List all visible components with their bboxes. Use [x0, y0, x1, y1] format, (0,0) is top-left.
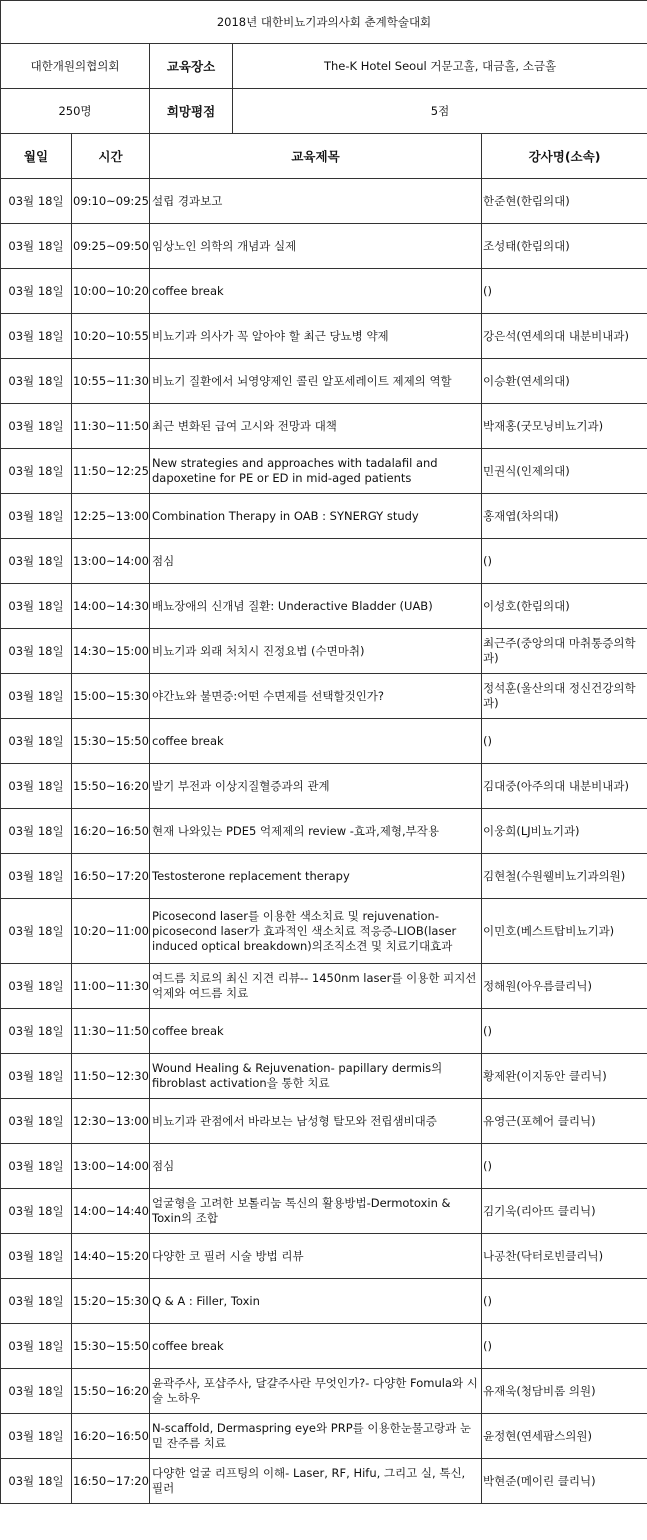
table-row [1, 964, 647, 1009]
session-speaker: 이승환(연세의대) [482, 359, 647, 404]
header-subject: 교육제목 [150, 134, 482, 179]
session-speaker: 정해원(아우름클리닉) [482, 964, 647, 1009]
table-row [1, 1189, 647, 1234]
session-speaker: () [482, 1009, 647, 1054]
session-speaker: 최근주(중앙의대 마취통증의학과) [482, 629, 647, 674]
session-subject: 최근 변화된 급여 고시와 전망과 대책 [150, 404, 482, 449]
session-subject: N-scaffold, Dermaspring eye와 PRP를 이용한눈물고랑과 눈밑 잔주름 치료 [150, 1414, 482, 1459]
table-row [1, 449, 647, 494]
info-row-points [1, 89, 647, 134]
session-speaker: () [482, 1144, 647, 1189]
session-subject: 여드름 치료의 최신 지견 리뷰-- 1450nm laser를 이용한 피지선 억제와 여드름 치료 [150, 964, 482, 1009]
session-speaker: 민권식(인제의대) [482, 449, 647, 494]
table-row [1, 1234, 647, 1279]
session-time: 15:30~15:50 [72, 719, 150, 764]
attendees: 250명 [1, 89, 150, 134]
table-row [1, 1099, 647, 1144]
session-date: 03월 18일 [1, 449, 72, 494]
session-speaker: 홍재엽(차의대) [482, 494, 647, 539]
session-subject: New strategies and approaches with tadalafil and dapoxetine for PE or ED in mid-aged patients [150, 449, 482, 494]
session-speaker: () [482, 539, 647, 584]
session-date: 03월 18일 [1, 764, 72, 809]
table-row [1, 809, 647, 854]
session-time: 09:25~09:50 [72, 224, 150, 269]
session-date: 03월 18일 [1, 1279, 72, 1324]
table-row [1, 584, 647, 629]
table-row [1, 1144, 647, 1189]
session-speaker: 박재홍(굿모닝비뇨기과) [482, 404, 647, 449]
session-subject: coffee break [150, 1324, 482, 1369]
session-speaker: 윤정현(연세팜스의원) [482, 1414, 647, 1459]
page-title: 2018년 대한비뇨기과의사회 춘계학술대회 [1, 1, 647, 44]
session-subject: Q & A : Filler, Toxin [150, 1279, 482, 1324]
table-row [1, 1054, 647, 1099]
points-value: 5점 [233, 89, 647, 134]
session-time: 14:40~15:20 [72, 1234, 150, 1279]
session-subject: 배뇨장애의 신개념 질환: Underactive Bladder (UAB) [150, 584, 482, 629]
table-row [1, 1369, 647, 1414]
session-time: 11:00~11:30 [72, 964, 150, 1009]
table-row [1, 629, 647, 674]
session-subject: Testosterone replacement therapy [150, 854, 482, 899]
table-row [1, 1414, 647, 1459]
session-date: 03월 18일 [1, 1234, 72, 1279]
session-date: 03월 18일 [1, 1324, 72, 1369]
session-time: 10:00~10:20 [72, 269, 150, 314]
session-speaker: 김기욱(리아뜨 클리닉) [482, 1189, 647, 1234]
venue-label: 교육장소 [150, 44, 233, 89]
table-row [1, 359, 647, 404]
table-row [1, 719, 647, 764]
session-date: 03월 18일 [1, 629, 72, 674]
session-subject: coffee break [150, 269, 482, 314]
session-speaker: 김대중(아주의대 내분비내과) [482, 764, 647, 809]
session-date: 03월 18일 [1, 359, 72, 404]
session-subject: Combination Therapy in OAB : SYNERGY study [150, 494, 482, 539]
header-date: 월일 [1, 134, 72, 179]
title-row [1, 1, 647, 44]
session-date: 03월 18일 [1, 1189, 72, 1234]
session-subject: 윤곽주사, 포샵주사, 달걀주사란 무엇인가?- 다양한 Fomula와 시술 노하우 [150, 1369, 482, 1414]
header-speaker: 강사명(소속) [482, 134, 647, 179]
session-subject: 다양한 코 필러 시술 방법 리뷰 [150, 1234, 482, 1279]
session-time: 11:50~12:30 [72, 1054, 150, 1099]
session-date: 03월 18일 [1, 899, 72, 964]
table-row [1, 494, 647, 539]
session-subject: 현재 나와있는 PDE5 억제제의 review -효과,제형,부작용 [150, 809, 482, 854]
session-speaker: 박현준(메이린 클리닉) [482, 1459, 647, 1504]
table-row [1, 854, 647, 899]
session-date: 03월 18일 [1, 224, 72, 269]
session-time: 15:00~15:30 [72, 674, 150, 719]
session-speaker: 조성태(한림의대) [482, 224, 647, 269]
session-subject: 발기 부전과 이상지질혈증과의 관계 [150, 764, 482, 809]
session-date: 03월 18일 [1, 584, 72, 629]
session-date: 03월 18일 [1, 1099, 72, 1144]
session-time: 11:50~12:25 [72, 449, 150, 494]
session-time: 13:00~14:00 [72, 539, 150, 584]
session-date: 03월 18일 [1, 314, 72, 359]
session-time: 16:20~16:50 [72, 809, 150, 854]
session-subject: Picosecond laser를 이용한 색소치료 및 rejuvenation-picosecond laser가 효과적인 색소치료 적응증-LIOB(laser induced optical breakdown)의조직소견 및 치료기대효과 [150, 899, 482, 964]
table-row [1, 224, 647, 269]
table-row [1, 1324, 647, 1369]
session-speaker: 유영근(포헤어 클리닉) [482, 1099, 647, 1144]
session-subject: coffee break [150, 719, 482, 764]
session-subject: coffee break [150, 1009, 482, 1054]
session-time: 16:50~17:20 [72, 854, 150, 899]
session-subject: 비뇨기과 외래 처치시 진정요법 (수면마취) [150, 629, 482, 674]
table-row [1, 1009, 647, 1054]
organizer: 대한개원의협의회 [1, 44, 150, 89]
table-row [1, 539, 647, 584]
session-subject: 임상노인 의학의 개념과 실제 [150, 224, 482, 269]
session-subject: 비뇨기과 의사가 꼭 알아야 할 최근 당뇨병 약제 [150, 314, 482, 359]
header-time: 시간 [72, 134, 150, 179]
session-time: 11:30~11:50 [72, 1009, 150, 1054]
session-time: 10:20~10:55 [72, 314, 150, 359]
table-row [1, 179, 647, 224]
session-date: 03월 18일 [1, 719, 72, 764]
session-time: 14:00~14:40 [72, 1189, 150, 1234]
table-row [1, 269, 647, 314]
session-time: 10:55~11:30 [72, 359, 150, 404]
session-speaker: 정석훈(울산의대 정신건강의학과) [482, 674, 647, 719]
session-date: 03월 18일 [1, 1459, 72, 1504]
session-time: 10:20~11:00 [72, 899, 150, 964]
session-subject: 설립 경과보고 [150, 179, 482, 224]
session-subject: 야간뇨와 불면증:어떤 수면제를 선택할것인가? [150, 674, 482, 719]
session-subject: 얼굴형을 고려한 보톨리눔 톡신의 활용방법-Dermotoxin & Toxin의 조합 [150, 1189, 482, 1234]
session-time: 15:50~16:20 [72, 1369, 150, 1414]
session-date: 03월 18일 [1, 1009, 72, 1054]
session-speaker: 나공찬(닥터로빈클리닉) [482, 1234, 647, 1279]
session-speaker: 이성호(한림의대) [482, 584, 647, 629]
session-date: 03월 18일 [1, 674, 72, 719]
session-speaker: () [482, 269, 647, 314]
session-time: 14:00~14:30 [72, 584, 150, 629]
session-date: 03월 18일 [1, 1414, 72, 1459]
table-row [1, 1459, 647, 1504]
session-date: 03월 18일 [1, 269, 72, 314]
session-speaker: 유재욱(청담비롬 의원) [482, 1369, 647, 1414]
session-subject: 점심 [150, 1144, 482, 1189]
session-speaker: () [482, 1324, 647, 1369]
session-subject: Wound Healing & Rejuvenation- papillary dermis의 fibroblast activation을 통한 치료 [150, 1054, 482, 1099]
session-time: 12:30~13:00 [72, 1099, 150, 1144]
session-date: 03월 18일 [1, 1144, 72, 1189]
table-row [1, 764, 647, 809]
session-time: 15:20~15:30 [72, 1279, 150, 1324]
session-date: 03월 18일 [1, 809, 72, 854]
session-speaker: 김현철(수원웰비뇨기과의원) [482, 854, 647, 899]
session-subject: 다양한 얼굴 리프팅의 이해- Laser, RF, Hifu, 그리고 실, 톡신, 필러 [150, 1459, 482, 1504]
info-row-venue [1, 44, 647, 89]
session-time: 11:30~11:50 [72, 404, 150, 449]
session-speaker: 이웅희(LJ비뇨기과) [482, 809, 647, 854]
header-row [1, 134, 647, 179]
table-row [1, 899, 647, 964]
session-date: 03월 18일 [1, 539, 72, 584]
session-time: 14:30~15:00 [72, 629, 150, 674]
table-row [1, 314, 647, 359]
session-time: 09:10~09:25 [72, 179, 150, 224]
session-speaker: 이민호(베스트탑비뇨기과) [482, 899, 647, 964]
table-row [1, 1279, 647, 1324]
table-row [1, 674, 647, 719]
session-speaker: () [482, 1279, 647, 1324]
points-label: 희망평점 [150, 89, 233, 134]
session-time: 13:00~14:00 [72, 1144, 150, 1189]
table-row [1, 404, 647, 449]
session-time: 12:25~13:00 [72, 494, 150, 539]
session-date: 03월 18일 [1, 179, 72, 224]
session-time: 16:20~16:50 [72, 1414, 150, 1459]
session-date: 03월 18일 [1, 964, 72, 1009]
session-subject: 점심 [150, 539, 482, 584]
session-speaker: 황제완(이지동안 클리닉) [482, 1054, 647, 1099]
session-date: 03월 18일 [1, 1054, 72, 1099]
session-subject: 비뇨기 질환에서 뇌영양제인 콜린 알포세레이트 제제의 역할 [150, 359, 482, 404]
session-time: 15:50~16:20 [72, 764, 150, 809]
session-speaker: () [482, 719, 647, 764]
session-time: 16:50~17:20 [72, 1459, 150, 1504]
session-speaker: 한준현(한림의대) [482, 179, 647, 224]
session-speaker: 강은석(연세의대 내분비내과) [482, 314, 647, 359]
session-date: 03월 18일 [1, 854, 72, 899]
session-date: 03월 18일 [1, 494, 72, 539]
session-time: 15:30~15:50 [72, 1324, 150, 1369]
venue-value: The-K Hotel Seoul 거문고홀, 대금홀, 소금홀 [233, 44, 647, 89]
session-date: 03월 18일 [1, 1369, 72, 1414]
session-subject: 비뇨기과 관점에서 바라보는 남성형 탈모와 전립샘비대증 [150, 1099, 482, 1144]
session-date: 03월 18일 [1, 404, 72, 449]
